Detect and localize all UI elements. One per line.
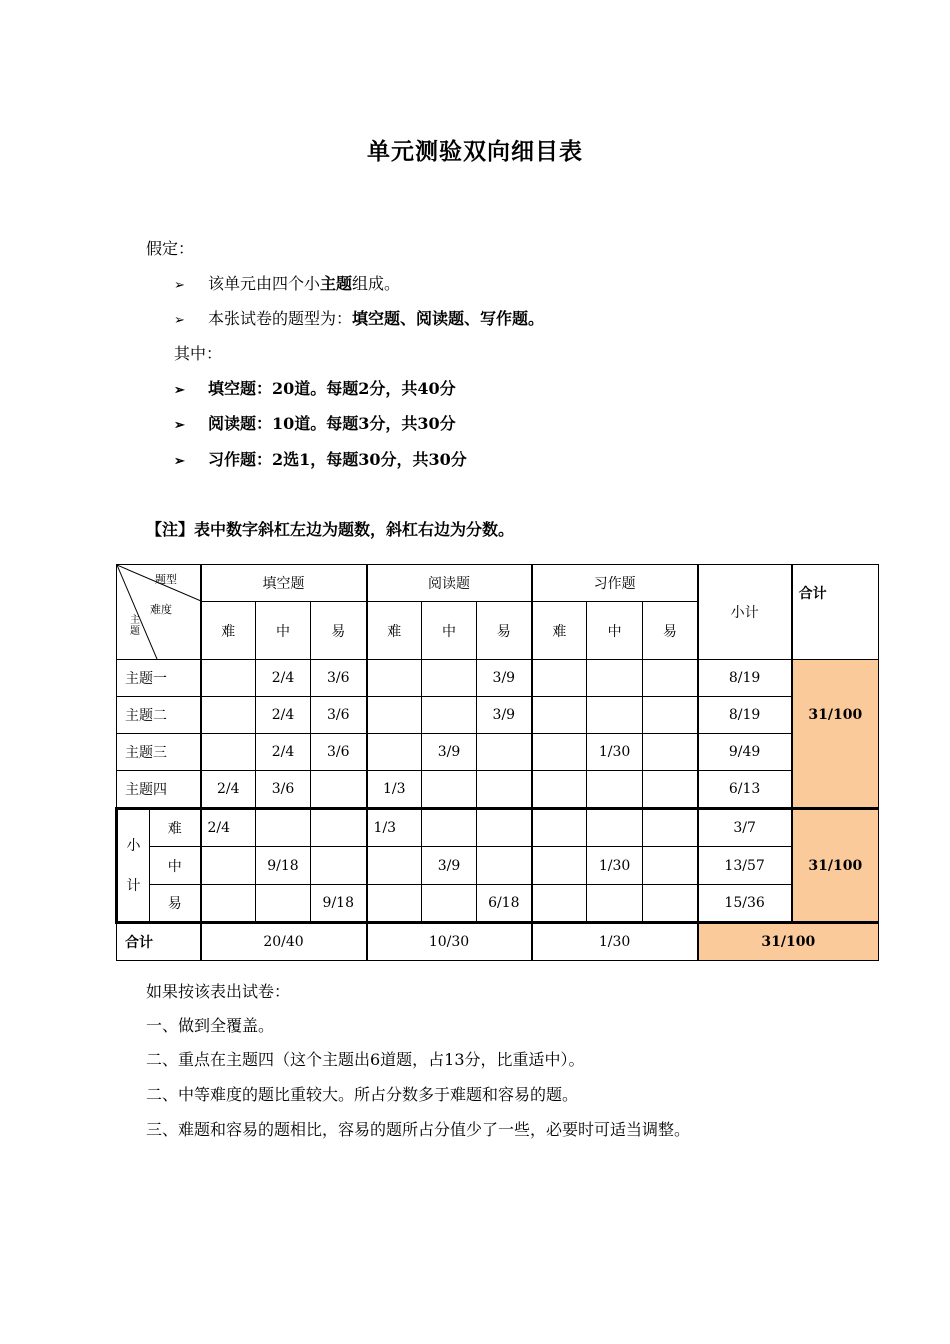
table-cell: 1/3 (367, 809, 422, 847)
table-row (117, 885, 879, 923)
table-cell (532, 697, 587, 734)
table-cell: 2/4 (256, 734, 311, 771)
table-row (117, 771, 879, 809)
subtotal-row-group-label: 小 计 (117, 809, 150, 923)
table-cell (256, 885, 311, 923)
table-cell: 3/9 (422, 847, 477, 885)
grand-total-cell: 31/100 (698, 923, 879, 961)
table-cell (587, 771, 643, 809)
level-header: 易 (311, 602, 367, 660)
table-row (117, 697, 879, 734)
table-cell (532, 734, 587, 771)
table-cell: 3/6 (311, 697, 367, 734)
table-cell (201, 660, 256, 697)
total-row-label: 合计 (117, 923, 201, 961)
table-cell (477, 847, 532, 885)
table-row (117, 809, 879, 847)
table-cell (201, 847, 256, 885)
header-group-fill-blank: 填空题 (201, 565, 367, 602)
arrow-bullet-icon: ➢ (174, 418, 185, 433)
total-writing: 1/30 (532, 923, 698, 961)
assumption-heading: 假定： (146, 239, 195, 258)
table-cell (643, 697, 698, 734)
table-cell: 2/4 (201, 809, 256, 847)
level-header: 易 (643, 602, 698, 660)
table-cell (311, 847, 367, 885)
row-label: 主题二 (117, 697, 201, 734)
table-cell (311, 771, 367, 809)
level-header: 难 (532, 602, 587, 660)
table-cell (422, 809, 477, 847)
table-cell: 3/9 (422, 734, 477, 771)
row-label: 主题四 (117, 771, 201, 809)
table-cell: 3/6 (311, 734, 367, 771)
table-cell (643, 660, 698, 697)
table-corner-cell (117, 565, 201, 660)
table-cell (367, 847, 422, 885)
level-label: 难 (150, 809, 201, 847)
table-cell: 9/18 (256, 847, 311, 885)
table-cell (367, 734, 422, 771)
table-cell (422, 660, 477, 697)
table-cell (643, 847, 698, 885)
table-cell (422, 697, 477, 734)
level-total-cell: 31/100 (792, 809, 879, 923)
arrow-bullet-icon: ➢ (174, 454, 185, 469)
level-header: 中 (256, 602, 311, 660)
table-cell (587, 660, 643, 697)
detail-reading: ➢ 阅读题：10道。每题3分，共30分 (174, 414, 456, 436)
conclusion-point: 一、做到全覆盖。 (146, 1016, 275, 1035)
table-cell: 1/30 (587, 847, 643, 885)
table-row (117, 847, 879, 885)
header-group-reading: 阅读题 (367, 565, 532, 602)
row-label: 主题一 (117, 660, 201, 697)
level-header: 易 (477, 602, 532, 660)
table-cell (201, 697, 256, 734)
among-label: 其中： (174, 344, 223, 363)
table-cell (643, 734, 698, 771)
conclusion-intro: 如果按该表出试卷： (146, 982, 291, 1001)
table-cell (532, 847, 587, 885)
detail-fill-blank: ➢ 填空题：20道。每题2分，共40分 (174, 379, 456, 401)
topic-total-cell-extension (792, 771, 879, 809)
level-header: 中 (587, 602, 643, 660)
table-cell (643, 771, 698, 809)
table-cell: 3/9 (477, 660, 532, 697)
subtotal-cell: 13/57 (698, 847, 792, 885)
table-cell (367, 885, 422, 923)
table-cell (367, 660, 422, 697)
table-cell (587, 885, 643, 923)
table-cell (532, 809, 587, 847)
corner-difficulty-label: 难度 (150, 603, 172, 616)
table-cell: 3/9 (477, 697, 532, 734)
table-cell (587, 809, 643, 847)
conclusion-point: 二、中等难度的题比重较大。所占分数多于难题和容易的题。 (146, 1085, 579, 1104)
table-cell: 2/4 (256, 660, 311, 697)
table-cell: 9/18 (311, 885, 367, 923)
conclusion-point: 三、难题和容易的题相比，容易的题所占分值少了一些，必要时可适当调整。 (146, 1120, 691, 1139)
table-row-total (117, 923, 879, 961)
level-label: 易 (150, 885, 201, 923)
arrow-bullet-icon: ➢ (174, 313, 185, 328)
topic-total-cell: 31/100 (792, 660, 879, 771)
conclusion-point: 二、重点在主题四（这个主题出6道题，占13分，比重适中）。 (146, 1050, 585, 1069)
row-label: 主题三 (117, 734, 201, 771)
table-cell (532, 885, 587, 923)
table-cell (422, 885, 477, 923)
table-cell (201, 734, 256, 771)
header-subtotal: 小计 (698, 565, 792, 660)
header-group-writing: 习作题 (532, 565, 698, 602)
table-cell (477, 734, 532, 771)
table-cell (311, 809, 367, 847)
subtotal-cell: 6/13 (698, 771, 792, 809)
table-cell (367, 697, 422, 734)
level-header: 中 (422, 602, 477, 660)
total-fill-blank: 20/40 (201, 923, 367, 961)
table-cell (201, 885, 256, 923)
subtotal-cell: 3/7 (698, 809, 792, 847)
table-cell (532, 660, 587, 697)
assumption-bullet-2: ➢ 本张试卷的题型为：填空题、阅读题、写作题。 (174, 309, 544, 331)
table-cell (587, 697, 643, 734)
table-cell: 3/6 (256, 771, 311, 809)
arrow-bullet-icon: ➢ (174, 278, 185, 293)
subtotal-cell: 8/19 (698, 697, 792, 734)
subtotal-cell: 8/19 (698, 660, 792, 697)
table-cell (643, 809, 698, 847)
arrow-bullet-icon: ➢ (174, 383, 185, 398)
level-label: 中 (150, 847, 201, 885)
header-total: 合计 (792, 565, 879, 660)
table-cell (532, 771, 587, 809)
table-cell (422, 771, 477, 809)
detail-writing: ➢ 习作题：2选1，每题30分，共30分 (174, 450, 467, 472)
table-cell: 1/30 (587, 734, 643, 771)
assumption-bullet-1: ➢ 该单元由四个小主题组成。 (174, 274, 400, 296)
table-row (117, 660, 879, 697)
table-cell: 6/18 (477, 885, 532, 923)
table-cell (256, 809, 311, 847)
subtotal-cell: 9/49 (698, 734, 792, 771)
table-row (117, 734, 879, 771)
table-cell: 2/4 (256, 697, 311, 734)
document-title: 单元测验双向细目表 (367, 139, 583, 165)
table-cell: 1/3 (367, 771, 422, 809)
table-cell (477, 771, 532, 809)
level-header: 难 (201, 602, 256, 660)
table-note: 【注】表中数字斜杠左边为题数，斜杠右边为分数。 (146, 520, 515, 539)
corner-topic-label: 主题 (130, 615, 140, 637)
subtotal-cell: 15/36 (698, 885, 792, 923)
table-cell: 2/4 (201, 771, 256, 809)
table-cell (477, 809, 532, 847)
table-cell: 3/6 (311, 660, 367, 697)
table-cell (643, 885, 698, 923)
specification-table (115, 564, 879, 961)
level-header: 难 (367, 602, 422, 660)
corner-type-label: 题型 (155, 573, 177, 586)
total-reading: 10/30 (367, 923, 532, 961)
